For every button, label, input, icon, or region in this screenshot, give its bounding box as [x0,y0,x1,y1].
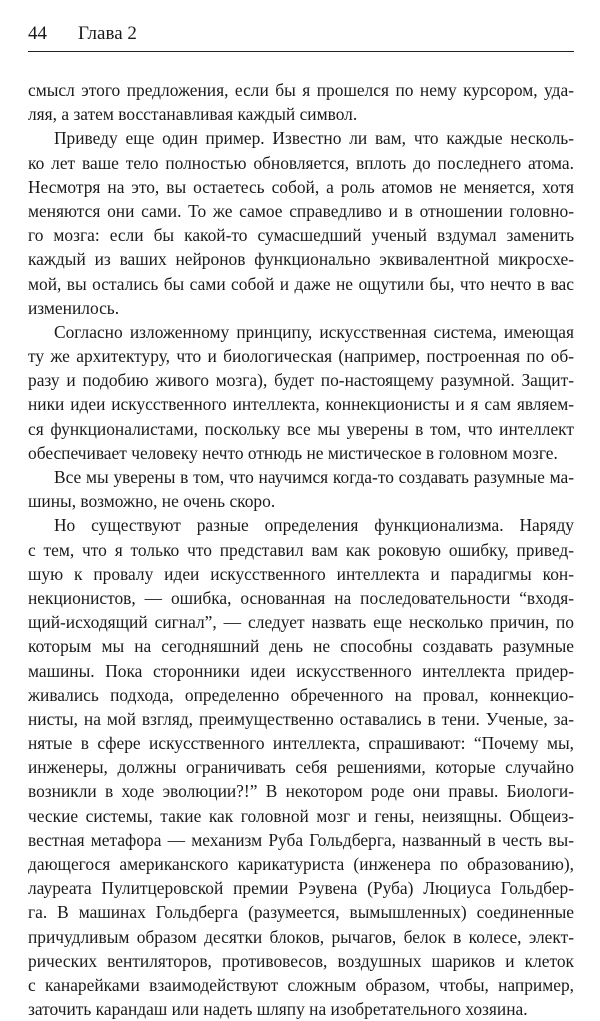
text-line: Согласно изложенному принципу, искусственная система, имеющая [54,321,574,342]
text-line: Все мы уверены в том, что научимся когда-то создавать разумные ма- [54,467,574,487]
header-rule [28,51,574,52]
text-line: ческие системы, такие как головной мозг и гены, неизящны. Общеиз- [28,805,574,826]
text-line: вестная метафора — механизм Руба Гольдберга, названный в честь вы- [28,829,574,850]
text-line: обеспечивает человеку нечто отнюдь не мистическое в головном мозге. [28,442,558,463]
text-line: возникли в ходе эволюции?!” В некотором роде они правы. Биологи- [28,781,574,802]
text-line: изменилось. [28,297,120,318]
text-line: Но существуют разные определения функционализма. Наряду [54,515,574,536]
text-line: ко лет ваше тело полностью обновляется, вплоть до последнего атома. [28,152,574,173]
text-line: щий-исходящий сигнал”, — следует назвать еще несколько причин, по [28,612,574,633]
paragraph [28,78,574,126]
text-line: ту же архитектуру, что и биологическая (например, построенная по об- [28,346,574,367]
text-line: го мозга: если бы какой-то сумасшедший ученый вздумал заменить [28,225,574,246]
paragraph [28,126,574,320]
text-line: шую к провалу идеи искусственного интеллекта и парадигмы кон- [28,563,574,584]
text-line: с тем, что я только что представил вам как роковую ошибку, привед- [28,539,574,560]
text-line: которым мы на сегодняшний день не способны создавать разумные [28,636,574,657]
text-line: Несмотря на это, вы остаетесь собой, а роль атомов не меняется, хотя [28,176,574,197]
text-line: живались подхода, определенно обреченного на провал, коннекцио- [28,684,574,705]
text-line: машины. Пока сторонники идеи искусственного интеллекта придер- [28,660,574,681]
text-line: разу и подобию живого мозга), будет по-настоящему разумной. Защит- [28,370,574,391]
text-line: некционистов, — ошибка, основанная на последовательности “входя- [28,587,574,608]
text-line: нисты, на мой взгляд, преимущественно оставались в тени. Ученые, за- [28,708,574,729]
paragraph [28,320,574,465]
text-line: ники идеи искусственного интеллекта, коннекционисты и я сам являем- [28,394,574,415]
text-line: каждый из ваших нейронов функционально эквивалентной микросхе- [28,249,574,270]
chapter-title: Глава 2 [78,23,137,44]
paragraph [28,513,574,1021]
text-line: смысл этого предложения, если бы я прошелся по нему курсором, уда- [28,80,574,100]
text-line: ляя, а затем восстанавливая каждый символ. [28,104,358,125]
text-line: рических вентиляторов, противовесов, воздушных шариков и клеток [28,950,574,971]
text-line: Приведу еще один пример. Известно ли вам, что каждые несколь- [54,128,574,149]
running-header [28,20,574,48]
text-line: нятые в сфере искусственного интеллекта, спрашивают: “Почему мы, [28,733,574,754]
text-line: лауреата Пулитцеровской премии Рэувена (Руба) Люциуса Гольдбер- [28,878,574,899]
text-line: дающегося американского карикатуриста (инженера по образованию), [28,854,574,874]
text-line: причудливым образом десятки блоков, рычагов, белок в колесе, элект- [28,926,574,947]
text-line: заточить карандаш или надеть шляпу на изобретательного хозяина. [28,999,528,1020]
text-line: с канарейками взаимодействуют сложным образом, чтобы, например, [28,974,574,995]
text-line: шины, возможно, не очень скоро. [28,491,276,512]
text-line: га. В машинах Гольдберга (разумеется, вымышленных) соединенные [28,902,574,923]
body-text [28,78,574,1021]
text-line: мой, вы остались бы сами собой и даже не ощутили бы, что нечто в вас [28,273,574,294]
paragraph [28,465,574,513]
text-line: меняются они сами. То же самое справедливо и в отношении головно- [28,200,574,221]
page-number: 44 [28,23,47,44]
text-line: ся функционалистами, поскольку все мы уверены в том, что интеллект [28,418,574,439]
text-line: инженеры, должны ограничивать себя решениями, которые случайно [28,757,574,778]
